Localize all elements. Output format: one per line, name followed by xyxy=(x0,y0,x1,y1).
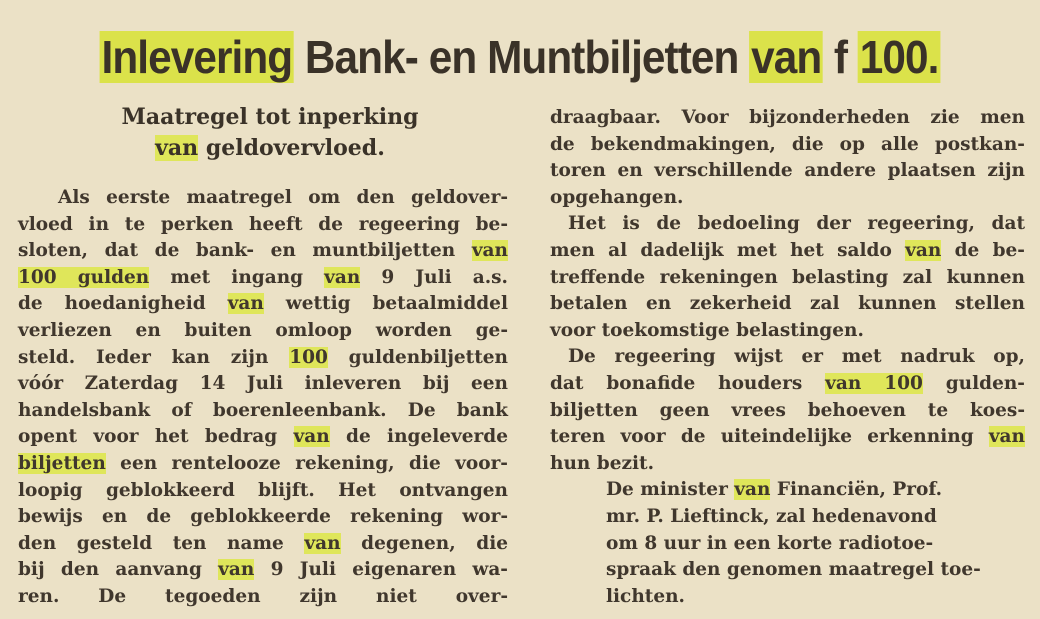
article-line: biljetten een rentelooze rekening, die voor- xyxy=(18,452,508,474)
article-line: vóór Zaterdag 14 Juli inleveren bij een xyxy=(18,373,508,395)
article-line: bij den aanvang van 9 Juli eigenaren wa- xyxy=(18,559,508,581)
headline-part-highlight: 100. xyxy=(859,31,939,83)
article-line: treffende rekeningen belasting zal kunnen xyxy=(550,266,1025,288)
article-line: verliezen en buiten omloop worden ge- xyxy=(18,319,508,341)
article-line: opent voor het bedrag van de ingeleverde xyxy=(18,426,508,448)
article-line: mr. P. Lieftinck, zal hedenavond xyxy=(606,505,937,527)
headline-part: Bank- en Muntbiljetten xyxy=(294,31,750,83)
headline-part-highlight: van xyxy=(751,31,822,83)
article-line: De regeering wijst er met nadruk op, xyxy=(568,346,1025,368)
article-line: biljetten geen vrees behoeven te koes- xyxy=(550,399,1025,421)
headline-part-highlight: Inlevering xyxy=(101,31,293,83)
article-line: Als eerste maatregel om den geldover- xyxy=(58,187,508,208)
subheadline-line: van geldovervloed. xyxy=(155,135,385,161)
article-line: vloed in te perken heeft de regeering be- xyxy=(18,213,508,235)
article-line: den gesteld ten name van degenen, die xyxy=(18,532,508,554)
article-line: 100 gulden met ingang van 9 Juli a.s. xyxy=(18,266,508,288)
article-line: De minister van Financiën, Prof. xyxy=(606,479,943,501)
article-line: toren en verschillende andere plaatsen zijn xyxy=(550,160,1025,182)
article-line: ren. De tegoeden zijn niet over- xyxy=(18,585,508,607)
article-line: de bekendmakingen, die op alle postkan- xyxy=(550,133,1025,155)
article-line: teren voor de uiteindelijke erkenning van xyxy=(550,426,1025,448)
article-line: opgehangen. xyxy=(550,186,684,208)
article-line: draagbaar. Voor bijzonderheden zie men xyxy=(550,107,1025,128)
article-line: spraak den genomen maatregel toe- xyxy=(606,559,981,581)
article-line: hun bezit. xyxy=(550,452,655,474)
article-line: Het is de bedoeling der regeering, dat xyxy=(568,213,1025,235)
article-line: steld. Ieder kan zijn 100 guldenbiljetten xyxy=(18,346,508,368)
article-line: handelsbank of boerenleenbank. De bank xyxy=(18,399,508,421)
right-column xyxy=(550,105,1025,610)
article-line: dat bonafide houders van 100 gulden- xyxy=(550,372,1025,394)
article-line: om 8 uur in een korte radiotoe- xyxy=(606,532,934,554)
article-line: loopig geblokkeerd blijft. Het ontvangen xyxy=(18,479,508,501)
article-line: sloten, dat de bank- en muntbiljetten van xyxy=(18,240,508,262)
article-line: betalen en zekerheid zal kunnen stellen xyxy=(550,293,1025,315)
article-line: voor toekomstige belastingen. xyxy=(550,319,864,341)
article-line: lichten. xyxy=(606,585,685,607)
article-line: bewijs en de geblokkeerde rekening wor- xyxy=(18,506,508,528)
article-line: de hoedanigheid van wettig betaalmiddel xyxy=(18,293,508,315)
subheadline xyxy=(20,102,520,164)
headline-part: f xyxy=(823,31,858,83)
headline xyxy=(42,26,999,88)
article-line: men al dadelijk met het saldo van de be- xyxy=(550,239,1025,261)
left-column xyxy=(18,185,508,611)
subheadline-highlight: van xyxy=(155,135,199,161)
subheadline-line: Maatregel tot inperking xyxy=(121,104,419,130)
